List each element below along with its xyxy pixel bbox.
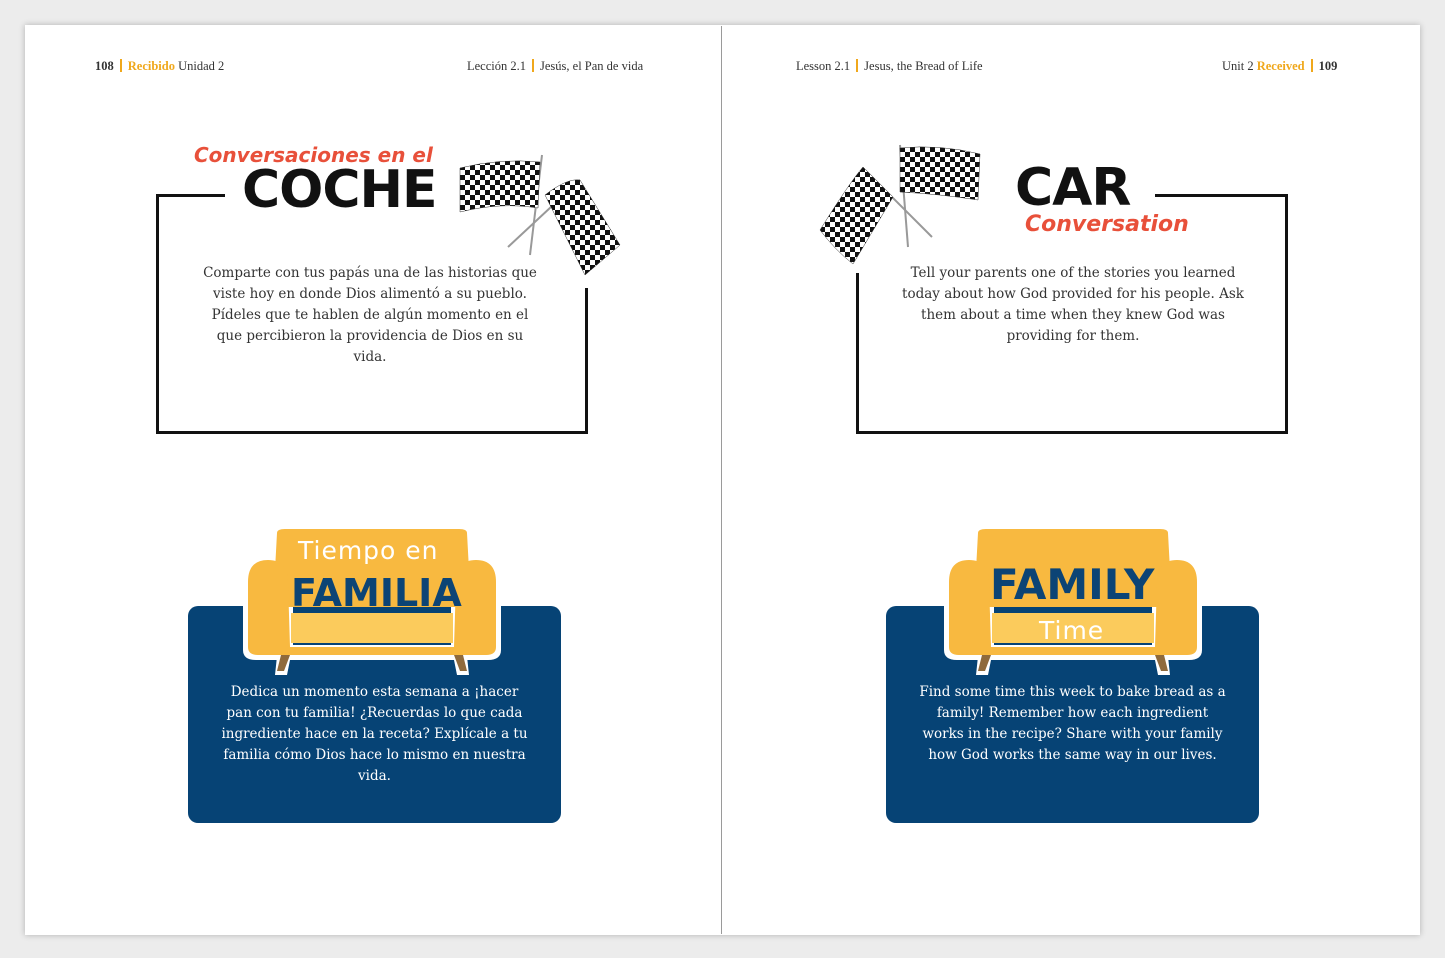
family-text-en: Find some time this week to bake bread as a family! Remember how each ingredient works in the recipe? Share with your family how God works the same way in our lives.	[919, 684, 1226, 763]
car-text-es: Comparte con tus papás una de las historias que viste hoy en donde Dios alimentó a su pueblo. Pídeles que te hablen de algún momento en el que percibieron la providencia de Dios en su vida.	[203, 265, 537, 365]
car-big-title-es: COCHE	[242, 160, 437, 220]
lesson-label-left: Lección 2.1	[467, 59, 527, 73]
family-small-title-en: Time	[1039, 616, 1105, 645]
car-text-en: Tell your parents one of the stories you learned today about how God provided for his people. Ask them about a time when they knew God was providing for them.	[902, 265, 1244, 344]
car-script-title-en: Conversation	[1025, 212, 1189, 237]
header-left	[95, 59, 224, 74]
checkered-flag-icon	[815, 142, 990, 272]
header-right-lesson	[796, 59, 983, 74]
family-text-es: Dedica un momento esta semana a ¡hacer pan con tu familia! ¿Recuerdas lo que cada ingrediente hace en la receta? Explícale a tu familia cómo Dios hace lo mismo en nuestra vida.	[221, 684, 528, 784]
header-right	[1222, 59, 1337, 74]
family-small-title-es: Tiempo en	[298, 536, 439, 565]
lesson-label-right: Lesson 2.1	[796, 59, 851, 73]
book-name-right: Received	[1256, 59, 1305, 73]
page-number-right: 109	[1318, 59, 1338, 73]
family-big-title-es: FAMILIA	[291, 571, 462, 615]
page-number-left: 108	[95, 59, 114, 73]
lesson-title-left: Jesús, el Pan de vida	[540, 59, 644, 73]
book-name-left: Recibido	[127, 59, 175, 73]
car-script-title-es: Conversaciones en el	[194, 143, 433, 167]
header-left-lesson	[467, 59, 643, 74]
unit-label-left: Unidad 2	[178, 59, 225, 73]
lesson-title-right: Jesus, the Bread of Life	[864, 59, 983, 73]
car-big-title-en: CAR	[1015, 158, 1131, 218]
unit-label-right: Unit 2	[1222, 59, 1254, 73]
checkered-flag-icon	[455, 150, 630, 280]
page-gutter	[721, 26, 722, 934]
family-big-title-en: FAMILY	[990, 560, 1155, 609]
